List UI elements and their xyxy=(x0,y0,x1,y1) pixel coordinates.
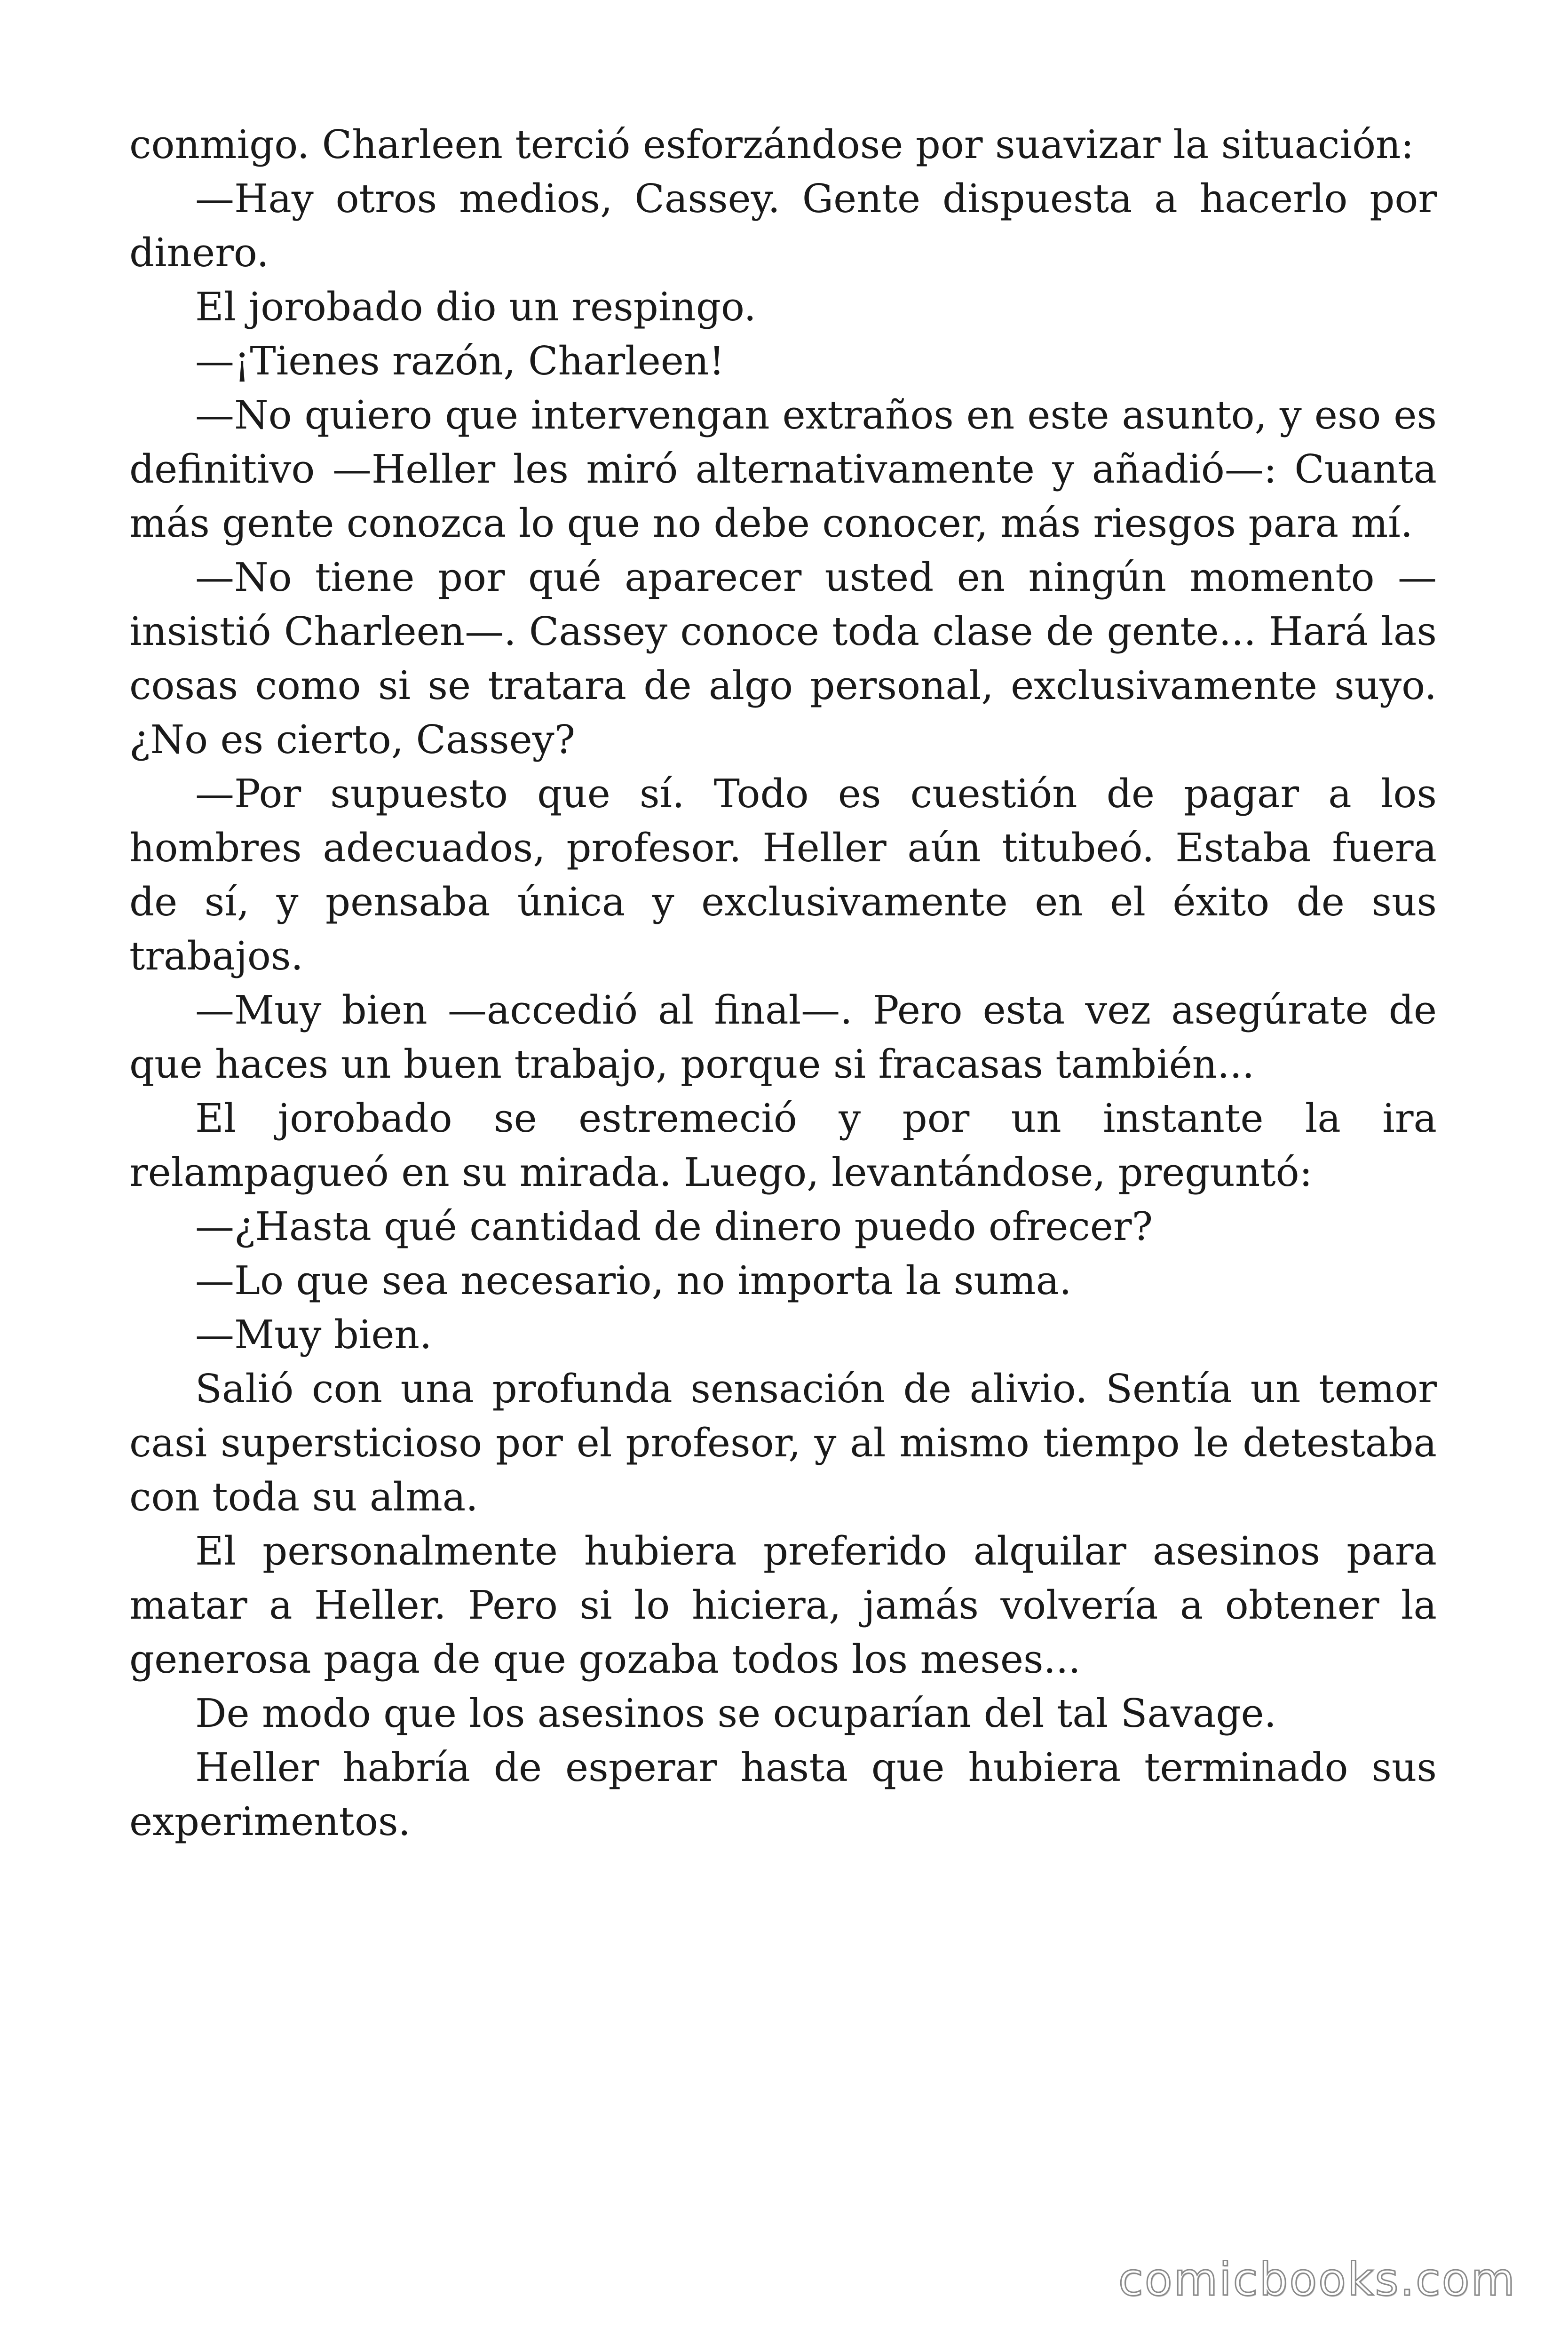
paragraph: —¡Tienes razón, Charleen! xyxy=(195,338,725,384)
paragraph: Heller habría de esperar hasta que hubiera terminado sus experimentos. xyxy=(129,1745,1437,1844)
body-text xyxy=(129,118,1437,1849)
paragraph: —Muy bien. xyxy=(195,1312,432,1358)
paragraph: —Por supuesto que sí. Todo es cuestión de pagar a los hombres adecuados, profesor. Heller aún titubeó. Estaba fuera de sí, y pensaba única y exclusivamente en el éxito de sus trabajos. xyxy=(129,771,1437,979)
paragraph: Salió con una profunda sensación de alivio. Sentía un temor casi supersticioso por el profesor, y al mismo tiempo le detestaba con toda su alma. xyxy=(129,1366,1437,1520)
paragraph: —Hay otros medios, Cassey. Gente dispuesta a hacerlo por dinero. xyxy=(129,176,1437,276)
watermark: comicbooks.com xyxy=(1118,2253,1516,2306)
paragraph: —Lo que sea necesario, no importa la suma. xyxy=(195,1258,1072,1303)
paragraph: El jorobado se estremeció y por un instante la ira relampagueó en su mirada. Luego, levantándose, preguntó: xyxy=(129,1096,1437,1195)
paragraph: —No quiero que intervengan extraños en este asunto, y eso es definitivo —Heller les miró alternativamente y añadió—: Cuanta más gente conozca lo que no debe conocer, más riesgos para mí. xyxy=(129,392,1437,546)
paragraph: —¿Hasta qué cantidad de dinero puedo ofrecer? xyxy=(195,1204,1153,1249)
paragraph: El jorobado dio un respingo. xyxy=(195,284,756,330)
paragraph: El personalmente hubiera preferido alquilar asesinos para matar a Heller. Pero si lo hiciera, jamás volvería a obtener la generosa paga de que gozaba todos los meses... xyxy=(129,1528,1437,1682)
paragraph: —Muy bien —accedió al final—. Pero esta vez asegúrate de que haces un buen trabajo, porque si fracasas también... xyxy=(129,987,1437,1087)
paragraph: De modo que los asesinos se ocuparían del tal Savage. xyxy=(195,1691,1276,1736)
paragraph: —No tiene por qué aparecer usted en ningún momento —insistió Charleen—. Cassey conoce toda clase de gente... Hará las cosas como si se tratara de algo personal, exclusivamente suyo. ¿No es cierto, Cassey? xyxy=(129,555,1437,763)
paragraph-continuation: conmigo. Charleen terció esforzándose por suavizar la situación: xyxy=(129,122,1414,167)
